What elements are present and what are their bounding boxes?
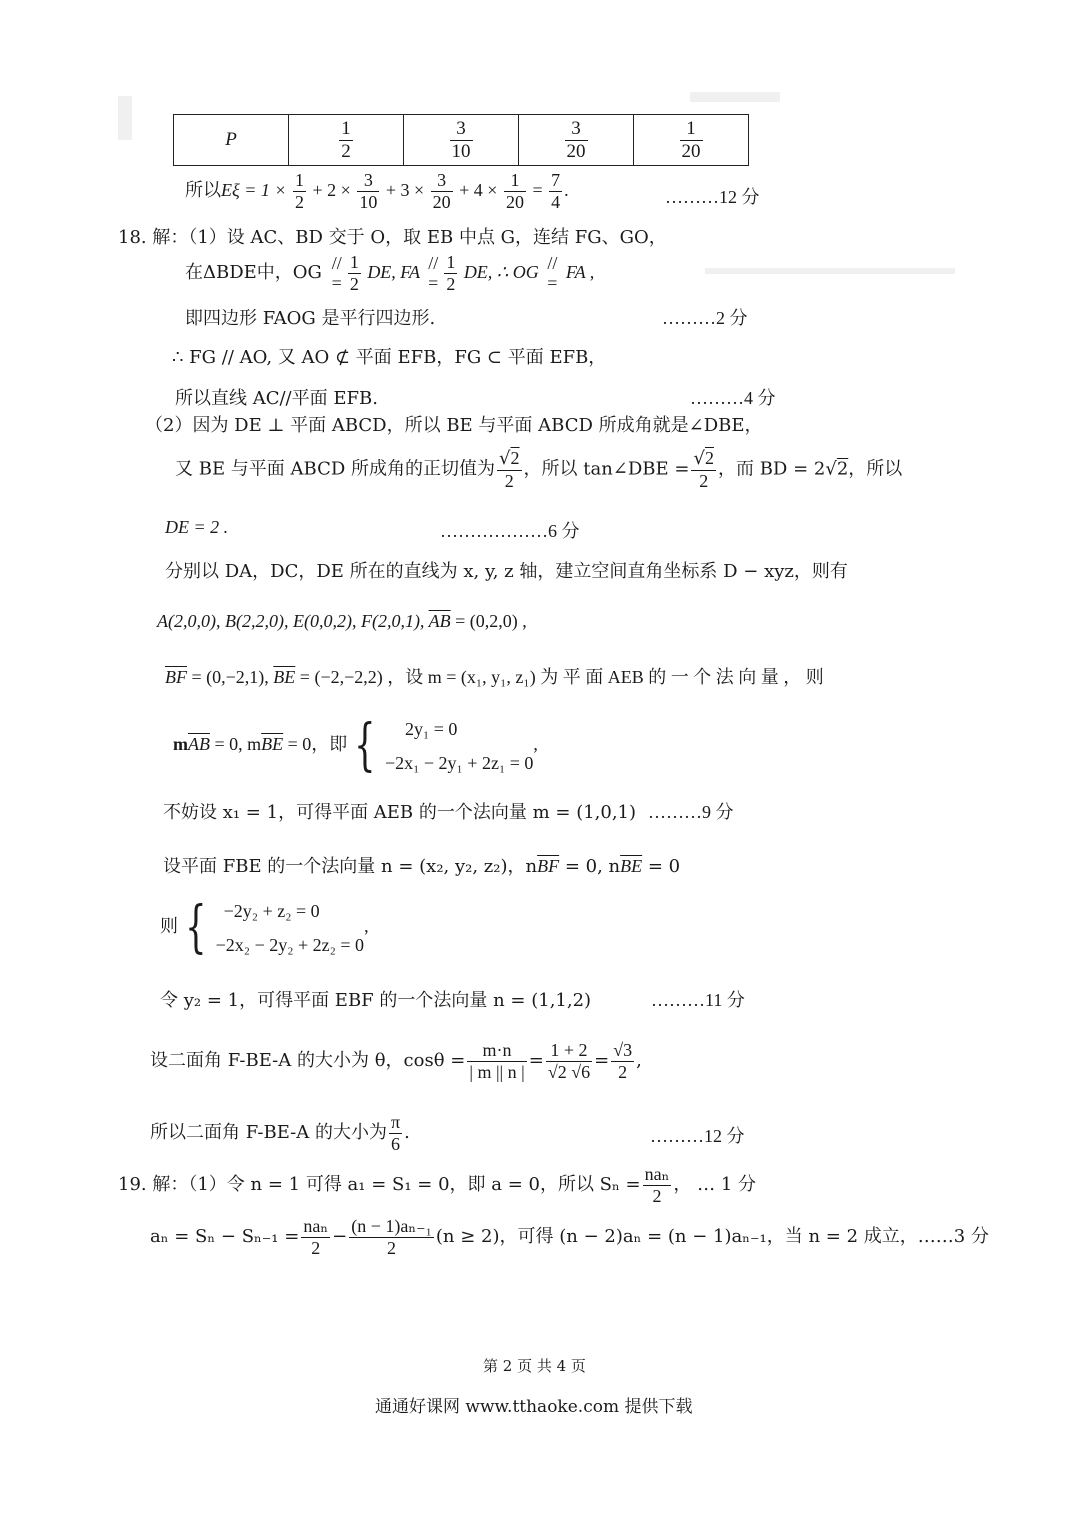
score-mark: ………………6 分	[440, 521, 580, 541]
scan-smudge	[690, 92, 780, 102]
score-mark: ………12 分	[650, 1126, 745, 1146]
q19-line-2: aₙ = Sₙ − Sₙ₋₁ = $\frac{\text{naₙ}}{2}$ − $\frac{\text{(n − 1)aₙ₋₁}}{2}$ (n ≥ 2)，可得 (n − 2)aₙ = (n − 1)aₙ₋₁，当 n = 2 成立，……3 分	[150, 1216, 989, 1258]
q18-line-4: ∴ FG // AO, 又 AO ⊄ 平面 EFB，FG ⊂ 平面 EFB，	[172, 347, 607, 368]
score-mark: ………9 分	[648, 802, 734, 822]
table-row-label: P	[174, 115, 289, 166]
table-cell: $\frac{1}{2}$	[289, 115, 404, 166]
q18-line-18: 所以二面角 F-BE-A 的大小为 $\frac{\pi}{6}$ .	[150, 1112, 410, 1154]
q18-line-10: A(2,0,0), B(2,2,0), E(0,0,2), F(2,0,1), $\overline{AB} = (0,2,0)$ ,	[157, 611, 527, 631]
q18-line-15: 则 { −2y₂ + z₂ = 0 −2x₂ − 2y₂ + 2z₂ = 0 ,	[160, 895, 369, 960]
q18-line-16: 令 y₂ = 1，可得平面 EBF 的一个法向量 n = (1,1,2)	[160, 990, 592, 1011]
q18-line-9: 分别以 DA，DC，DE 所在的直线为 x, y, z 轴，建立空间直角坐标系 D − xyz，则有	[165, 561, 848, 582]
score-mark: ………2 分	[662, 308, 748, 328]
table-row	[174, 115, 749, 166]
q19-line-1: 19. 解：（1）令 n = 1 可得 a₁ = S₁ = 0，即 a = 0，所以 Sₙ = $\frac{\text{naₙ}}{2}$ ， … 1 分	[118, 1164, 757, 1206]
expectation-line: 所以Eξ = 1 × $\frac{1}{2}$ + 2 × $\frac{3}{10}$ + 3 × $\frac{3}{20}$ + 4 × $\frac{1}{20}$ = $\frac{7}{4}$ .	[185, 170, 569, 212]
score-mark: ………12 分	[665, 187, 760, 207]
table-cell: $\frac{1}{20}$	[634, 115, 749, 166]
q18-line-8: DE = 2 .	[165, 517, 229, 537]
probability-table	[173, 114, 749, 166]
table-cell: $\frac{3}{10}$	[404, 115, 519, 166]
source-footer: 通通好课网 www.tthaoke.com 提供下载	[375, 1397, 693, 1417]
q18-line-3: 即四边形 FAOG 是平行四边形.	[185, 308, 436, 329]
q18-line-17: 设二面角 F-BE-A 的大小为 θ，cosθ = $\frac{m\cdot n}{| m || n |}$ = $\frac{1 + 2}{√2 √6}$ = $\frac{√3}{2}$ ,	[150, 1040, 642, 1082]
scan-smudge	[705, 268, 955, 274]
score-mark: ………11 分	[651, 990, 745, 1010]
q18-line-12: $m\overline{AB} = 0$, $m\overline{BE} = 0$，即 { 2y₁ = 0 −2x₁ − 2y₁ + 2z₁ = 0 ,	[173, 713, 538, 778]
q18-line-5: 所以直线 AC//平面 EFB.	[175, 388, 378, 409]
q18-line-1: 18. 解：（1）设 AC、BD 交于 O，取 EB 中点 G，连结 FG、GO，	[118, 227, 667, 248]
page-number: 第 2 页 共 4 页	[483, 1357, 586, 1375]
q18-line-14: 设平面 FBE 的一个法向量 n = (x₂, y₂, z₂)，$n\overline{BF} = 0$, $n\overline{BE} = 0$	[163, 856, 681, 877]
q18-line-11: $\overline{BF} = (0,-2,1)$, $\overline{BE} = (-2,-2,2)$ ，设 m = (x₁, y₁, z₁) 为 平 面 AEB 的 一 个 法 向 量 ， 则	[165, 667, 824, 687]
q18-line-6: （2）因为 DE ⊥ 平面 ABCD，所以 BE 与平面 ABCD 所成角就是∠DBE，	[145, 415, 763, 436]
q18-line-13: 不妨设 x₁ = 1，可得平面 AEB 的一个法向量 m = (1,0,1)	[163, 802, 637, 823]
scan-smudge	[118, 96, 132, 140]
q18-line-7: 又 BE 与平面 ABCD 所成角的正切值为 $\frac{√2}{2}$ ，所以 tan∠DBE = $\frac{√2}{2}$ ，而 BD = 2√2，所以	[175, 448, 903, 491]
q18-line-2: 在ΔBDE中，OG // = $\frac{1}{2}$ DE, FA // = $\frac{1}{2}$ DE, ∴ OG // = FA ,	[185, 252, 595, 294]
table-cell: $\frac{3}{20}$	[519, 115, 634, 166]
score-mark: ………4 分	[690, 388, 776, 408]
